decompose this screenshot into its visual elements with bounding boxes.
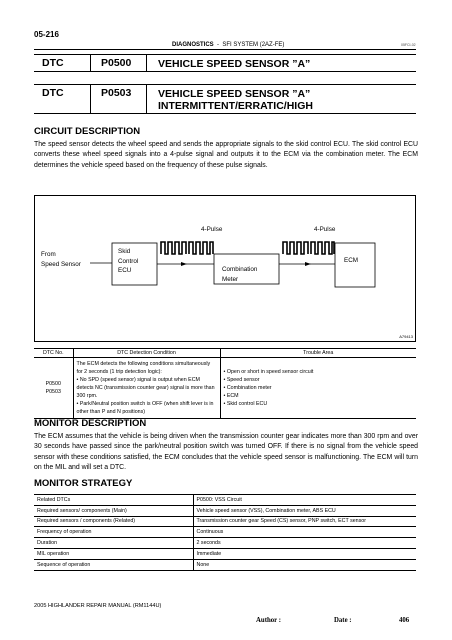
- dtc-divider: [146, 55, 147, 71]
- combination-meter-label: [222, 265, 257, 284]
- dtc-number-cell: [34, 358, 73, 419]
- trouble-area-item: • Open or short in speed sensor circuit: [223, 369, 314, 375]
- skid-label-line1: Skid: [118, 248, 131, 255]
- dtc-divider: [146, 85, 147, 113]
- combo-label-line1: Combination: [222, 266, 258, 273]
- strategy-value: Continuous: [193, 527, 416, 538]
- dtc-title: VEHICLE SPEED SENSOR ”A”: [158, 58, 311, 70]
- condition-text: • No SPD (speed sensor) signal is output when ECM detects NC (transmission counter gear) signal is more than 300 rpm.: [76, 377, 215, 399]
- table-row: [34, 548, 416, 559]
- monitor-description-text: The ECM assumes that the vehicle is being driven when the transmission counter gear indicates more than 300 rpm and over 30 seconds have passed since the park/neutral position switch was turned OFF. If there is no signal from the vehicle speed sensor with these conditions satisfied, the ECM concludes that the vehicle speed sensor is malfunctioning. The ECM will turn on the MIL and will set a DTC.: [34, 433, 418, 472]
- trouble-area-item: • Skid control ECU: [223, 401, 268, 407]
- table-row: [34, 516, 416, 527]
- strategy-value: Immediate: [193, 548, 416, 559]
- pulse-label-left: 4-Pulse: [201, 226, 223, 233]
- strategy-key: Sequence of operation: [34, 559, 193, 570]
- dtc-title-line1: VEHICLE SPEED SENSOR ”A”: [158, 88, 311, 100]
- monitor-strategy-table: [34, 494, 416, 571]
- dtc-label: DTC: [42, 87, 64, 99]
- trouble-area-item: • Speed sensor: [223, 377, 260, 383]
- page-number: 406: [399, 617, 410, 624]
- column-header: Trouble Area: [220, 349, 416, 358]
- condition-text: The ECM detects the following conditions simultaneously for 2 seconds (1 trip detection logic):: [76, 361, 211, 375]
- table-row: [34, 495, 416, 506]
- pulse-label-right: 4-Pulse: [314, 226, 336, 233]
- strategy-value: Vehicle speed sensor (VSS), Combination meter, ABS ECU: [193, 505, 416, 516]
- header-divider: [34, 49, 416, 50]
- from-label-line2: Speed Sensor: [41, 260, 81, 268]
- manual-title: 2005 HIGHLANDER REPAIR MANUAL (RM1144U): [34, 603, 162, 609]
- strategy-value: Transmission counter gear Speed (CS) sensor, PNP switch, ECT sensor: [193, 516, 416, 527]
- strategy-key: Related DTCs: [34, 495, 193, 506]
- table-row: [34, 559, 416, 570]
- signal-flow-diagram: [34, 195, 416, 342]
- dtc-number: P0500: [45, 381, 61, 387]
- skid-control-ecu-label: [118, 247, 138, 276]
- dtc-title-line2: INTERMITTENT/ERRATIC/HIGH: [158, 100, 313, 112]
- table-row: [34, 358, 416, 419]
- page-reference: 05-216: [34, 30, 59, 39]
- section-header: [172, 42, 284, 48]
- circuit-description-heading: CIRCUIT DESCRIPTION: [34, 126, 141, 137]
- from-speed-sensor-label: [41, 250, 81, 269]
- column-header: DTC No.: [34, 349, 73, 358]
- arrow-right-icon: [181, 262, 187, 266]
- pulse-waveform-right: [283, 242, 334, 254]
- skid-label-line2: Control: [118, 257, 139, 265]
- strategy-value: None: [193, 559, 416, 570]
- detection-condition-cell: [73, 358, 220, 419]
- dtc-divider: [90, 55, 91, 71]
- column-header: DTC Detection Condition: [73, 349, 220, 358]
- strategy-key: Frequency of operation: [34, 527, 193, 538]
- section-separator: -: [217, 42, 220, 48]
- table-row: [34, 527, 416, 538]
- dtc-number: P0503: [45, 389, 61, 395]
- dtc-title-p0503: [34, 84, 416, 114]
- combo-label-line2: Meter: [222, 275, 239, 283]
- header-code: 05FCI-02: [401, 43, 416, 47]
- dtc-detection-table: [34, 348, 416, 419]
- strategy-key: Duration: [34, 538, 193, 549]
- section-name: DIAGNOSTICS: [172, 42, 214, 48]
- circuit-description-text: The speed sensor detects the wheel speed and sends the appropriate signals to the skid control ECU. The skid control ECU converts these wheel speed signals into a 4-pulse signal and outputs it to the ECM via the combination meter. The ECM determines the vehicle speed based on the frequency of these pulse signals.: [34, 141, 418, 169]
- figure-code: A79413: [399, 334, 413, 339]
- strategy-value: 2 seconds: [193, 538, 416, 549]
- ecm-label: ECM: [344, 257, 358, 264]
- monitor-description-heading: MONITOR DESCRIPTION: [34, 418, 147, 429]
- table-row: [34, 505, 416, 516]
- trouble-area-item: • Combination meter: [223, 385, 272, 391]
- dtc-divider: [90, 85, 91, 113]
- dtc-title-p0500: [34, 54, 416, 72]
- table-header-row: [34, 349, 416, 358]
- strategy-key: MIL operation: [34, 548, 193, 559]
- strategy-key: Required sensors/ components (Main): [34, 505, 193, 516]
- date-field: Date :: [334, 617, 352, 624]
- skid-label-line3: ECU: [118, 267, 132, 274]
- strategy-value: P0500: VSS Circuit: [193, 495, 416, 506]
- trouble-area-item: • ECM: [223, 393, 239, 399]
- dtc-title: [158, 88, 313, 112]
- dtc-code: P0500: [101, 57, 132, 69]
- dtc-code: P0503: [101, 87, 132, 99]
- author-field: Author :: [256, 617, 281, 624]
- trouble-area-cell: [220, 358, 416, 419]
- strategy-key: Required sensors / components (Related): [34, 516, 193, 527]
- condition-text: • Park/Neutral position switch is OFF (when shift lever is in other than P and N positions): [76, 401, 214, 415]
- dtc-label: DTC: [42, 57, 64, 69]
- table-row: [34, 538, 416, 549]
- monitor-strategy-heading: MONITOR STRATEGY: [34, 478, 133, 489]
- pulse-waveform-left: [161, 242, 213, 254]
- subsection-name: SFI SYSTEM (2AZ-FE): [222, 42, 285, 48]
- arrow-right-icon: [305, 262, 311, 266]
- from-label-line1: From: [41, 251, 56, 258]
